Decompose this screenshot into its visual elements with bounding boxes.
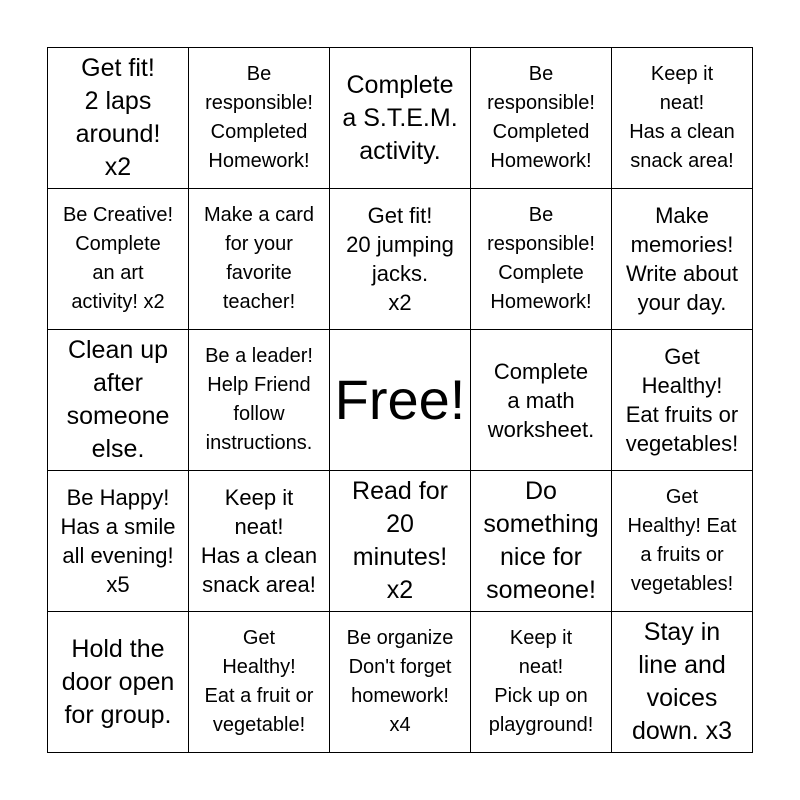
cell-text: Hold the door open for group. [61, 634, 175, 729]
cell-text: Read for 20 minutes! x2 [352, 477, 448, 604]
bingo-cell-r2c2[interactable] [189, 189, 330, 330]
bingo-cell-r3c1[interactable] [48, 330, 189, 471]
free-space-text: Free! [334, 368, 466, 431]
bingo-cell-r3c2[interactable] [189, 330, 330, 471]
cell-text: Stay in line and voices down. x3 [631, 618, 733, 745]
bingo-cell-r5c3[interactable] [330, 612, 471, 753]
bingo-cell-free[interactable] [330, 330, 471, 471]
bingo-cell-r3c5[interactable] [612, 330, 753, 471]
cell-text: Be responsible! Completed Homework! [487, 63, 595, 172]
cell-text: Keep it neat! Pick up on playground! [488, 627, 594, 736]
cell-text: Get Healthy! Eat fruits or vegetables! [625, 344, 739, 456]
bingo-cell-r5c5[interactable] [612, 612, 753, 753]
cell-text: Get Healthy! Eat a fruits or vegetables! [627, 486, 737, 595]
cell-text: Be responsible! Complete Homework! [487, 204, 595, 313]
cell-text: Make a card for your favorite teacher! [203, 204, 315, 313]
bingo-cell-r4c1[interactable] [48, 471, 189, 612]
bingo-cell-r4c5[interactable] [612, 471, 753, 612]
bingo-cell-r4c3[interactable] [330, 471, 471, 612]
cell-text: Be Creative! Complete an art activity! x2 [62, 204, 174, 313]
cell-text: Keep it neat! Has a clean snack area! [629, 63, 735, 172]
bingo-cell-r4c4[interactable] [471, 471, 612, 612]
bingo-cell-r4c2[interactable] [189, 471, 330, 612]
cell-text: Be a leader! Help Friend follow instructions. [205, 345, 313, 454]
bingo-cell-r1c3[interactable] [330, 48, 471, 189]
cell-text: Be organize Don't forget homework! x4 [346, 627, 454, 736]
cell-text: Do something nice for someone! [483, 477, 599, 604]
cell-text: Get fit! 2 laps around! x2 [75, 54, 161, 181]
bingo-cell-r2c3[interactable] [330, 189, 471, 330]
bingo-cell-r2c4[interactable] [471, 189, 612, 330]
bingo-cell-r1c1[interactable] [48, 48, 189, 189]
bingo-cell-r1c2[interactable] [189, 48, 330, 189]
bingo-cell-r5c1[interactable] [48, 612, 189, 753]
cell-text: Be responsible! Completed Homework! [205, 63, 313, 172]
bingo-cell-r1c4[interactable] [471, 48, 612, 189]
cell-text: Keep it neat! Has a clean snack area! [200, 485, 318, 597]
cell-text: Make memories! Write about your day. [625, 203, 739, 315]
cell-text: Clean up after someone else. [66, 336, 170, 463]
cell-text: Complete a math worksheet. [487, 358, 595, 442]
bingo-cell-r2c1[interactable] [48, 189, 189, 330]
bingo-board [47, 47, 753, 753]
cell-text: Complete a S.T.E.M. activity. [342, 70, 458, 165]
bingo-cell-r3c4[interactable] [471, 330, 612, 471]
bingo-cell-r5c2[interactable] [189, 612, 330, 753]
cell-text: Be Happy! Has a smile all evening! x5 [60, 485, 176, 597]
cell-text: Get Healthy! Eat a fruit or vegetable! [204, 627, 314, 736]
bingo-cell-r1c5[interactable] [612, 48, 753, 189]
bingo-cell-r2c5[interactable] [612, 189, 753, 330]
bingo-cell-r5c4[interactable] [471, 612, 612, 753]
cell-text: Get fit! 20 jumping jacks. x2 [346, 203, 454, 315]
